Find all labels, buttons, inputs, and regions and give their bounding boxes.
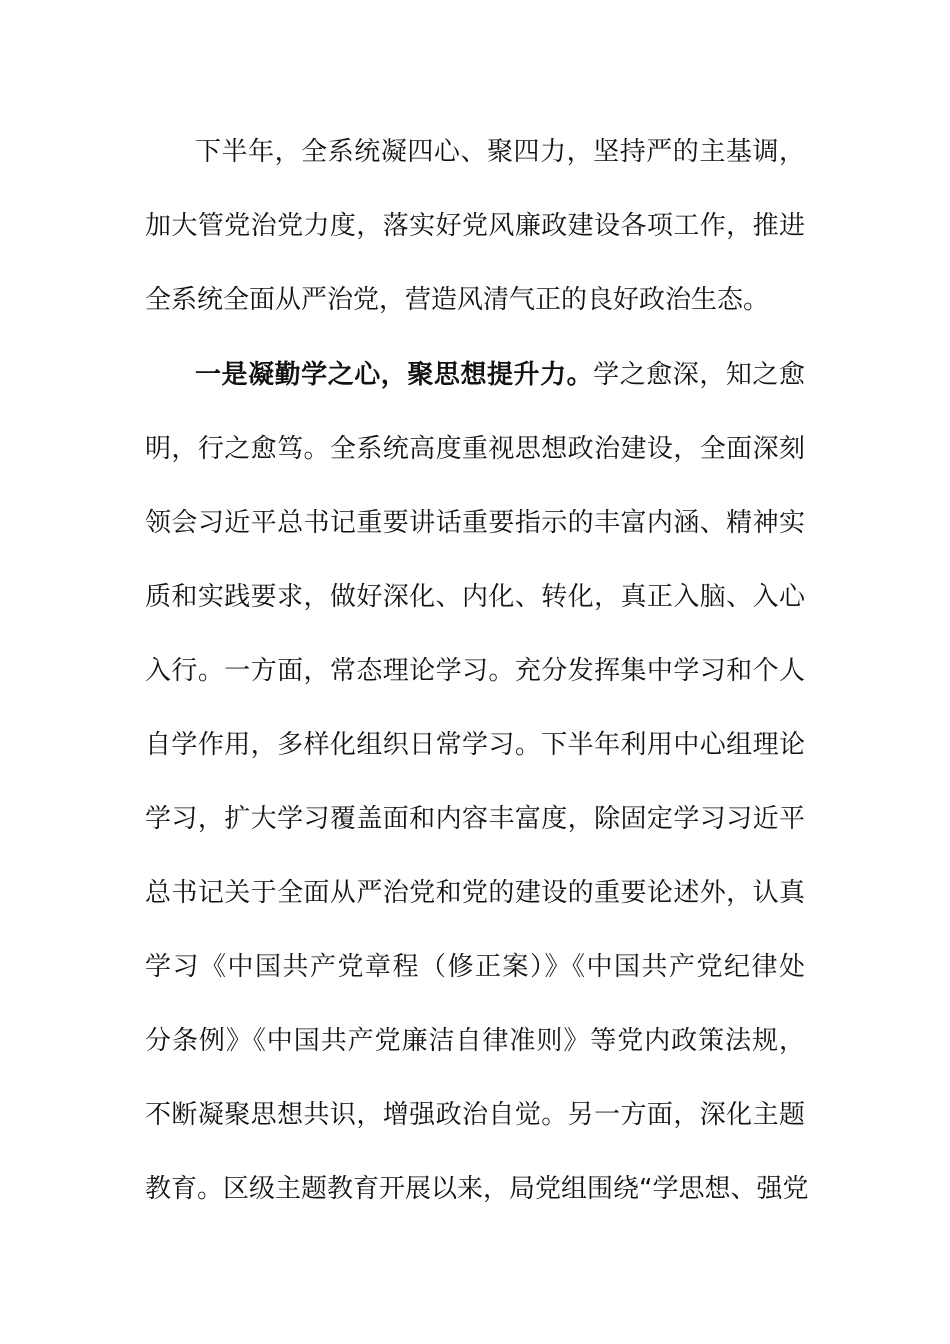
paragraph-2-line-8: 总书记关于全面从严治党和党的建设的重要论述外，认真 bbox=[145, 878, 805, 908]
paragraph-2-line-2: 明，行之愈笃。全系统高度重视思想政治建设，全面深刻 bbox=[145, 434, 805, 464]
paragraph-2-line-1 bbox=[195, 355, 805, 395]
paragraph-2-line-11: 不断凝聚思想共识，增强政治自觉。另一方面，深化主题 bbox=[145, 1100, 805, 1130]
paragraph-1-line-3: 全系统全面从严治党，营造风清气正的良好政治生态。 bbox=[145, 285, 770, 315]
paragraph-2-line-6: 自学作用，多样化组织日常学习。下半年利用中心组理论 bbox=[145, 730, 805, 760]
paragraph-2-line-9: 学习《中国共产党章程（修正案）》《中国共产党纪律处 bbox=[145, 952, 805, 982]
paragraph-1-line-1: 下半年，全系统凝四心、聚四力，坚持严的主基调， bbox=[195, 137, 805, 167]
paragraph-2-line-10: 分条例》《中国共产党廉洁自律准则》等党内政策法规， bbox=[145, 1026, 805, 1056]
paragraph-2-line-4: 质和实践要求，做好深化、内化、转化，真正入脑、入心 bbox=[145, 582, 805, 612]
paragraph-1-line-2: 加大管党治党力度，落实好党风廉政建设各项工作，推进 bbox=[145, 211, 805, 241]
paragraph-2-line-7: 学习，扩大学习覆盖面和内容丰富度，除固定学习习近平 bbox=[145, 804, 805, 834]
paragraph-heading: 一是凝勤学之心，聚思想提升力。 bbox=[195, 360, 594, 390]
paragraph-2-line-5: 入行。一方面，常态理论学习。充分发挥集中学习和个人 bbox=[145, 656, 805, 686]
paragraph-2-line-12: 教育。区级主题教育开展以来，局党组围绕“学思想、强党 bbox=[145, 1174, 809, 1204]
paragraph-2-line-1-text: 学之愈深，知之愈 bbox=[593, 360, 805, 390]
paragraph-2-line-3: 领会习近平总书记重要讲话重要指示的丰富内涵、精神实 bbox=[145, 508, 805, 538]
